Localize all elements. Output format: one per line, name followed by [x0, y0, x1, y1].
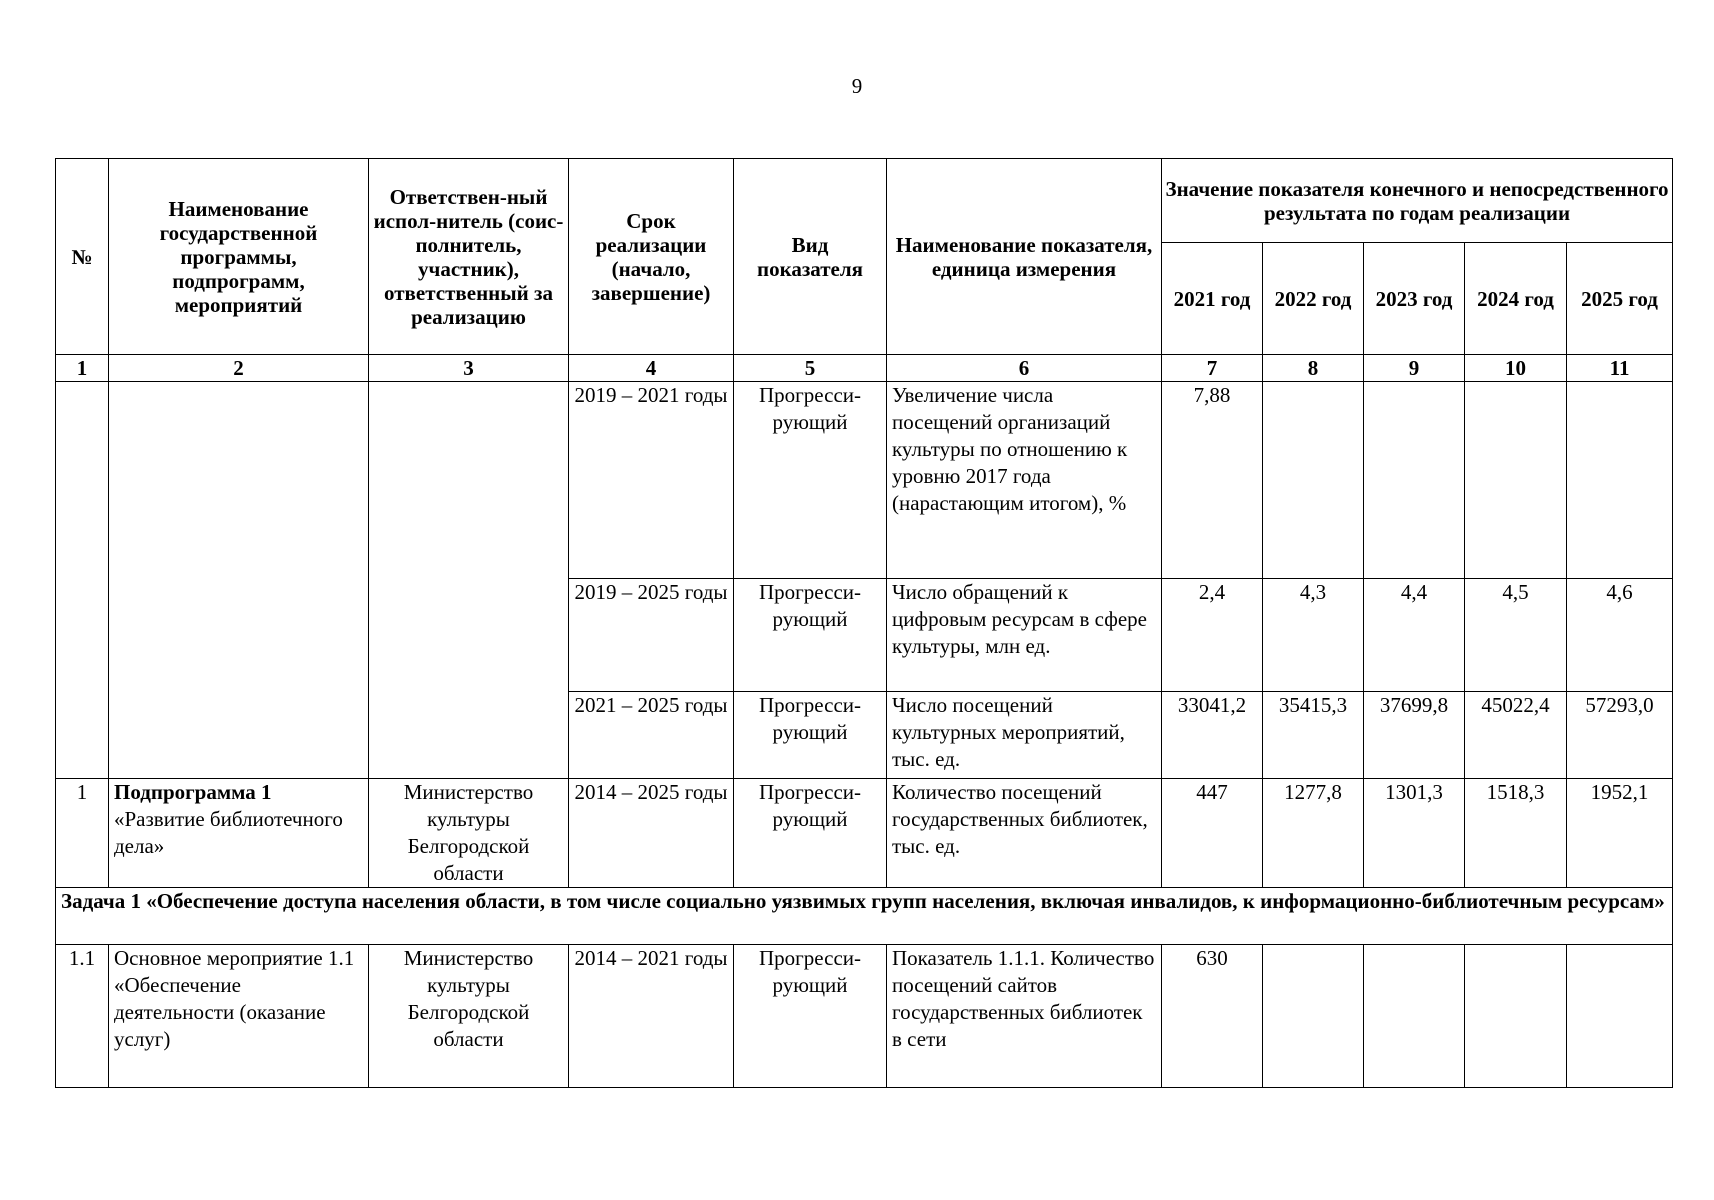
activity-name: Основное мероприятие 1.1 «Обеспечение деятельности (оказание услуг): [109, 945, 369, 1088]
column-number: 6: [887, 355, 1162, 382]
indicator-cell: Число посещений культурных мероприятий, тыс. ед.: [887, 692, 1162, 779]
value-cell: 7,88: [1162, 382, 1263, 579]
value-cell: [1567, 382, 1673, 579]
type-cell: Прогресси-рующий: [734, 579, 887, 692]
value-cell: 1301,3: [1364, 779, 1465, 888]
value-cell: [1465, 945, 1567, 1088]
header-num: №: [56, 159, 109, 355]
value-cell: 630: [1162, 945, 1263, 1088]
type-cell: Прогресси-рующий: [734, 945, 887, 1088]
header-responsible: Ответствен-ный испол-нитель (соис-полнитель, участник), ответственный за реализацию: [369, 159, 569, 355]
value-cell: 447: [1162, 779, 1263, 888]
header-program: Наименование государственной программы, подпрограмм, мероприятий: [109, 159, 369, 355]
value-cell: 4,3: [1263, 579, 1364, 692]
column-number: 8: [1263, 355, 1364, 382]
header-year: 2022 год: [1263, 243, 1364, 355]
type-cell: Прогресси-рующий: [734, 692, 887, 779]
subprogram-name-cell: [109, 779, 369, 888]
value-cell: [1263, 945, 1364, 1088]
subprogram-num: 1: [56, 779, 109, 888]
value-cell: 35415,3: [1263, 692, 1364, 779]
column-number: 1: [56, 355, 109, 382]
period-cell: 2019 – 2021 годы: [569, 382, 734, 579]
empty-num-cell: [56, 382, 109, 779]
type-cell: Прогресси-рующий: [734, 779, 887, 888]
subprogram-title: Подпрограмма 1: [114, 780, 272, 804]
header-year: 2025 год: [1567, 243, 1673, 355]
value-cell: 37699,8: [1364, 692, 1465, 779]
column-number: 5: [734, 355, 887, 382]
column-number: 7: [1162, 355, 1263, 382]
indicator-cell: Количество посещений государственных библиотек, тыс. ед.: [887, 779, 1162, 888]
value-cell: [1364, 945, 1465, 1088]
value-cell: [1263, 382, 1364, 579]
value-cell: 4,5: [1465, 579, 1567, 692]
header-row-1: [56, 159, 1673, 243]
header-type: Вид показателя: [734, 159, 887, 355]
value-cell: 45022,4: [1465, 692, 1567, 779]
header-year: 2024 год: [1465, 243, 1567, 355]
column-number: 11: [1567, 355, 1673, 382]
column-number: 9: [1364, 355, 1465, 382]
value-cell: [1567, 945, 1673, 1088]
value-cell: 57293,0: [1567, 692, 1673, 779]
value-cell: 4,6: [1567, 579, 1673, 692]
header-year: 2021 год: [1162, 243, 1263, 355]
task-row: [56, 888, 1673, 945]
value-cell: 1518,3: [1465, 779, 1567, 888]
header-values-group: Значение показателя конечного и непосредственного результата по годам реализации: [1162, 159, 1673, 243]
header-indicator: Наименование показателя, единица измерения: [887, 159, 1162, 355]
task-text: Задача 1 «Обеспечение доступа населения области, в том числе социально уязвимых групп населения, включая инвалидов, к информационно-библиотечным ресурсам»: [56, 888, 1673, 945]
type-cell: Прогресси-рующий: [734, 382, 887, 579]
column-number: 2: [109, 355, 369, 382]
value-cell: 33041,2: [1162, 692, 1263, 779]
column-number: 10: [1465, 355, 1567, 382]
column-number: 4: [569, 355, 734, 382]
period-cell: 2014 – 2025 годы: [569, 779, 734, 888]
indicators-table: [55, 158, 1673, 1088]
indicator-cell: Показатель 1.1.1. Количество посещений сайтов государственных библиотек в сети: [887, 945, 1162, 1088]
responsible-cell: Министерство культуры Белгородской области: [369, 779, 569, 888]
value-cell: 4,4: [1364, 579, 1465, 692]
period-cell: 2014 – 2021 годы: [569, 945, 734, 1088]
column-number: 3: [369, 355, 569, 382]
value-cell: [1465, 382, 1567, 579]
page-number: 9: [851, 74, 863, 98]
main-activity-row: [56, 945, 1673, 1088]
value-cell: [1364, 382, 1465, 579]
period-cell: 2021 – 2025 годы: [569, 692, 734, 779]
indicator-cell: Число обращений к цифровым ресурсам в сфере культуры, млн ед.: [887, 579, 1162, 692]
responsible-cell: Министерство культуры Белгородской области: [369, 945, 569, 1088]
value-cell: 2,4: [1162, 579, 1263, 692]
period-cell: 2019 – 2025 годы: [569, 579, 734, 692]
indicator-cell: Увеличение числа посещений организаций культуры по отношению к уровню 2017 года (нарастающим итогом), %: [887, 382, 1162, 579]
value-cell: 1277,8: [1263, 779, 1364, 888]
empty-responsible-cell: [369, 382, 569, 779]
column-numbers-row: [56, 355, 1673, 382]
value-cell: 1952,1: [1567, 779, 1673, 888]
subprogram-name: «Развитие библиотечного дела»: [114, 807, 343, 858]
header-year: 2023 год: [1364, 243, 1465, 355]
empty-program-cell: [109, 382, 369, 779]
activity-num: 1.1: [56, 945, 109, 1088]
table-row: [56, 382, 1673, 579]
subprogram-row: [56, 779, 1673, 888]
header-period: Срок реализации (начало, завершение): [569, 159, 734, 355]
